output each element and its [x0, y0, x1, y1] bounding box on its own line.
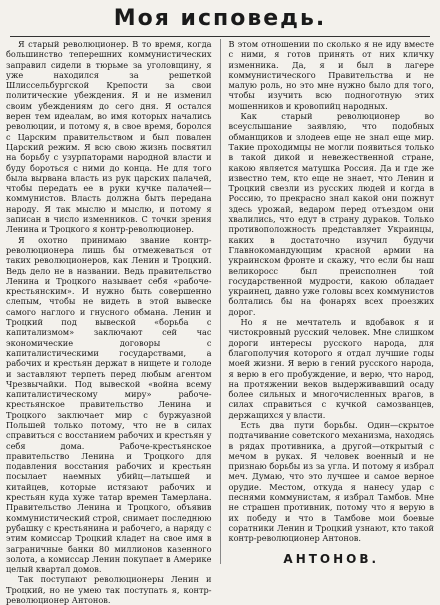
left-column [6, 39, 212, 605]
text-columns [6, 39, 434, 605]
signature: АНТОНОВ. [283, 551, 380, 566]
title-rule [10, 36, 430, 37]
paragraph: Как старый революционер во всеуслышание заявляю, что подобных обманщиков и злодеев еще не знал еще мир. Такие проходимцы не могли появиться только в такой дикой и невежественной стране, какою является матушка Россия. Да и где же известно тем, кто еще не знает, что Ленин и Троцкий свезли из русских людей и когда в Россию, то прекрасно знал какой они пожнут здесь урожай, ведаром перед отъездом они хвалились, что едут в страну дураков. Только противоположность представляет Украинцы, каких в достаточно изучил будучи Главнокомандующим красной армии на украинском фронте и скажу, что если бы наш великоросс был преисполнен той государственной мудрости, какою обладает украинец, давно уже головы всех коммунистов болтались бы на фонарях всех проезжих дорог. [228, 111, 434, 317]
paragraph: Я старый революционер. В то время, когда большинство теперешних коммунистических заправил сидели в тюрьме за уголовщину, я уже находился за решеткой Шлиссельбургской Крепости за свои политические убеждения. Я и не изменил своим убеждениям до сего дня. Я остался верен тем идеалам, во имя которых начались революции, и потому я, в свое время, боролся с Царским правительством и был повален Царский режим. Я всю свою жизнь посвятил на борьбу с узурпаторами народной власти и буду бороться с ними до конца. Не для того была вырвана власть из рук царских палачей, чтобы передать ее в руки кучке палачей—коммунистов. Власть должна быть передана народу. Я так мыслю и мыслю, и потому я записан в число изменников. С точки зрения Ленина и Троцкого я контр-революционер. [6, 39, 212, 235]
paragraph: Есть два пути борьбы. Один—скрытое подтачивание советского механизма, находясь в рядах противника, а другой—открытый с мечом в руках. Я человек военный и не признаю борьбы из за угла. И потому я избрал меч. Думаю, что это лучшее и самое верное орудие. Местом, откуда я нанесу удар с песнями коммунистам, я избрал Тамбов. Мне не страшен противник, потому что я верую в их победу и что в Тамбове мои боевые соратники Ленин и Троцкий узнают, кто такой контр-революционер Антонов. [228, 419, 434, 544]
paragraph: В этом отношении по сколько я не иду вместе с ними, я готов принять от них кличку изменника. Да, я и был в лагере коммунистического Правительства и не малую роль, но это мне нужно было для того, чтобы изучить всю подноготную этих мошенников и кровопийц народных. [228, 39, 434, 111]
document-title: Моя исповедь. [113, 6, 327, 31]
paragraph: Так поступают революционеры Ленин и Троцкий, но не умею так поступать я, контр-революционер Антонов. [6, 574, 212, 605]
paragraph: Но я не мечтатель и вдобавок я и чистокровный русский человек. Мне слишком дороги интересы русского народа, для благополучия которого я отдал лучшие годы моей жизни. Я верю в гений русского народа, я верю в его пробуждение, и верю, что народ, на протяжении веков выдерживавший осаду более сильных и многочисленных врагов, в силах справиться с кучкой самозванцев, держащихся у власти. [228, 317, 434, 420]
column-divider [220, 39, 221, 564]
right-column [229, 39, 435, 564]
paragraph: Я охотно принимаю звание контр-революционера лишь бы отмежеваться от таких революционеров, как Ленин и Троцкий. Ведь дело не в названии. Ведь правительство Ленина и Троцкого называет себя «рабоче-крестьянским». И нужно быть совершенно слепым, чтобы не видеть в этой вывеске самого наглого и гнусного обмана. Ленин и Троцкий под вывеской «борьба с капитализмом» заключают сей час экономические договоры с капиталистическими государствами, а рабочих и крестьян держат в нищете и голоде и заставляют терпеть перед любым агентом Чрезвычайки. Под вывеской «война всему капиталистическому миру» рабоче-крестьянское правительство Ленина и Троцкого заключает мир с буржуазной Польшей только потому, что не в силах справиться с восстанием рабочих и крестьян у себя дома. Рабоче-крестьянское правительство Ленина и Троцкого для подавления восстания рабочих и крестьян посылает наемных убийц—латышей и китайцев, которые истязают рабочих и крестьян куда хуже татар времен Тамерлана. Правительство Ленина и Троцкого, объявив коммунистический строй, снимает последнюю рубашку с крестьянина и рабочего, а наряду с этим комиссар Троцкий кладет на свое имя в заграничные банки 80 миллионов казенного золота, а комиссар Ленин покупает в Америке целый квартал домов. [6, 234, 212, 575]
